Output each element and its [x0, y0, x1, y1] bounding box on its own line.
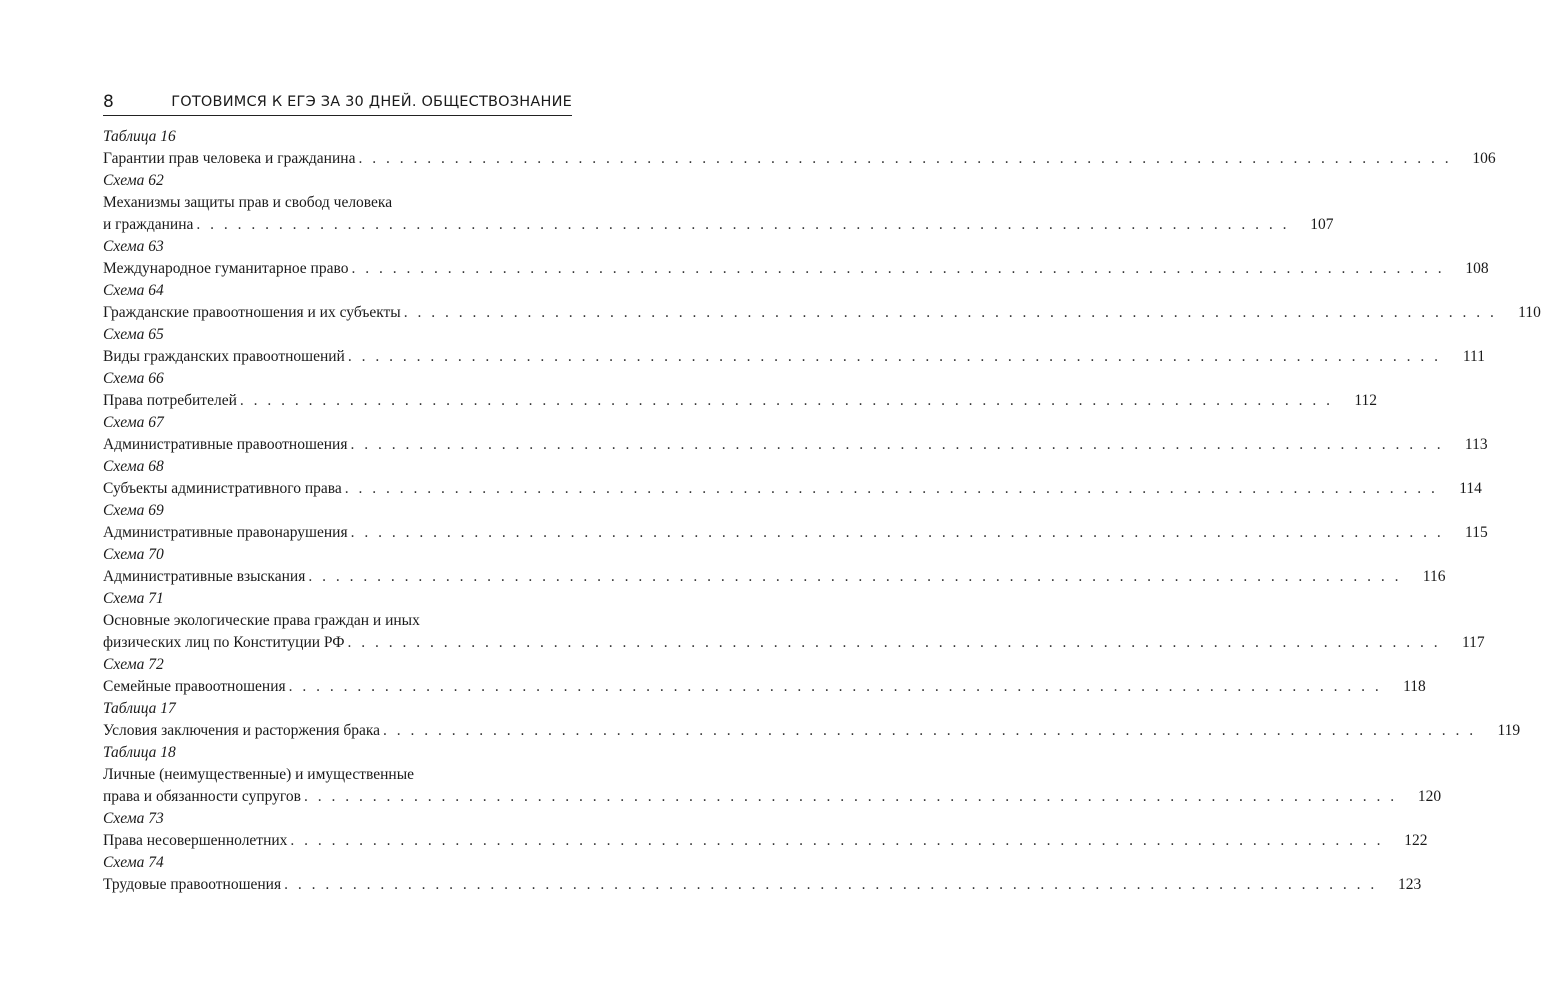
dot-leader: . . . . . . . . . . . . . . . . . . . . . . . . . . . . . . . . . . . . . . . . . . . . . . . . . . . . . . . . . . . . . . . . . . . . . . . . . . . . . . . . — [303, 788, 1398, 805]
toc-entry-page-number: 108 — [1465, 260, 1489, 277]
table-of-contents — [103, 126, 1541, 896]
dot-leader: . . . . . . . . . . . . . . . . . . . . . . . . . . . . . . . . . . . . . . . . . . . . . . . . . . . . . . . . . . . . . . . . . . . . . . . . . . . . . . . . — [284, 876, 1378, 893]
toc-entry-label: Схема 65 — [103, 326, 164, 343]
toc-entry-page-number: 115 — [1465, 524, 1488, 541]
dot-leader: . . . . . . . . . . . . . . . . . . . . . . . . . . . . . . . . . . . . . . . . . . . . . . . . . . . . . . . . . . . . . . . . . . . . . . . . . . . . . . . . — [288, 678, 1382, 695]
toc-entry — [103, 368, 1377, 412]
toc-entry-title-row — [103, 434, 1488, 456]
toc-entry-title-row — [103, 302, 1541, 324]
toc-entry-title: Субъекты административного права — [103, 480, 342, 497]
toc-entry-title-row — [103, 258, 1489, 280]
running-header — [103, 90, 572, 116]
toc-entry — [103, 280, 1541, 324]
toc-entry — [103, 126, 1496, 170]
toc-entry-page-number: 116 — [1422, 568, 1446, 585]
toc-entry — [103, 500, 1488, 544]
dot-leader: . . . . . . . . . . . . . . . . . . . . . . . . . . . . . . . . . . . . . . . . . . . . . . . . . . . . . . . . . . . . . . . . . . . . . . . . . . . . . . . . — [350, 524, 1444, 541]
toc-entry-title-line: Личные (неимущественные) и имущественные — [103, 766, 415, 783]
toc-entry-title-row — [103, 830, 1428, 852]
toc-entry-title-row — [103, 566, 1446, 588]
toc-entry-page-number: 123 — [1397, 876, 1422, 893]
toc-entry-page-number: 114 — [1459, 480, 1482, 497]
toc-entry-title: Международное гуманитарное право — [103, 260, 349, 277]
toc-entry — [103, 412, 1488, 456]
toc-entry-label: Схема 73 — [103, 810, 164, 827]
toc-entry-label: Схема 64 — [103, 282, 164, 299]
toc-entry-title-line: Основные экологические права граждан и иных — [103, 612, 420, 629]
dot-leader: . . . . . . . . . . . . . . . . . . . . . . . . . . . . . . . . . . . . . . . . . . . . . . . . . . . . . . . . . . . . . . . . . . . . . . . . . . . . . . . . — [308, 568, 1402, 585]
toc-entry-page-number: 120 — [1417, 788, 1442, 805]
toc-entry — [103, 324, 1485, 368]
toc-entry-page-number: 117 — [1461, 634, 1485, 651]
toc-entry-page-number: 110 — [1518, 304, 1541, 321]
dot-leader: . . . . . . . . . . . . . . . . . . . . . . . . . . . . . . . . . . . . . . . . . . . . . . . . . . . . . . . . . . . . . . . . . . . . . . . . . . . . . . . . — [350, 436, 1444, 453]
toc-entry-title-row — [103, 148, 1496, 170]
dot-leader: . . . . . . . . . . . . . . . . . . . . . . . . . . . . . . . . . . . . . . . . . . . . . . . . . . . . . . . . . . . . . . . . . . . . . . . . . . . . . . . . — [358, 150, 1452, 167]
toc-entry-page-number: 118 — [1403, 678, 1426, 695]
toc-entry-title-row — [103, 874, 1422, 896]
toc-entry-title: физических лиц по Конституции РФ — [103, 634, 345, 651]
toc-entry — [103, 588, 1485, 654]
toc-entry — [103, 852, 1422, 896]
dot-leader: . . . . . . . . . . . . . . . . . . . . . . . . . . . . . . . . . . . . . . . . . . . . . . . . . . . . . . . . . . . . . . . . . . . . . . . . . . . . . . . . — [196, 216, 1290, 233]
toc-entry-title-row — [103, 346, 1485, 368]
toc-entry — [103, 654, 1426, 698]
toc-entry-title: Гарантии прав человека и гражданина — [103, 150, 356, 167]
toc-entry-title: Административные правонарушения — [103, 524, 348, 541]
toc-entry-label: Схема 67 — [103, 414, 164, 431]
toc-entry-label: Схема 72 — [103, 656, 164, 673]
toc-entry-title: Гражданские правоотношения и их субъекты — [103, 304, 401, 321]
toc-entry — [103, 742, 1442, 808]
toc-entry-label: Таблица 16 — [103, 128, 176, 145]
toc-entry-label: Схема 71 — [103, 590, 164, 607]
toc-entry-label: Схема 69 — [103, 502, 164, 519]
dot-leader: . . . . . . . . . . . . . . . . . . . . . . . . . . . . . . . . . . . . . . . . . . . . . . . . . . . . . . . . . . . . . . . . . . . . . . . . . . . . . . . . — [239, 392, 1333, 409]
toc-entry-title-row — [103, 720, 1521, 742]
toc-entry — [103, 698, 1521, 742]
dot-leader: . . . . . . . . . . . . . . . . . . . . . . . . . . . . . . . . . . . . . . . . . . . . . . . . . . . . . . . . . . . . . . . . . . . . . . . . . . . . . . . . — [347, 634, 1441, 651]
header-rule — [103, 115, 572, 116]
toc-entry-title: Права потребителей — [103, 392, 237, 409]
toc-entry-page-number: 113 — [1464, 436, 1488, 453]
toc-entry-title: Условия заключения и расторжения брака — [103, 722, 381, 739]
toc-entry-title: Административные правоотношения — [103, 436, 348, 453]
toc-entry-title: права и обязанности супругов — [103, 788, 301, 805]
toc-entry-label: Таблица 18 — [103, 744, 176, 761]
toc-entry-title-row — [103, 214, 1334, 236]
toc-entry-title: Виды гражданских правоотношений — [103, 348, 345, 365]
dot-leader: . . . . . . . . . . . . . . . . . . . . . . . . . . . . . . . . . . . . . . . . . . . . . . . . . . . . . . . . . . . . . . . . . . . . . . . . . . . . . . . . — [344, 480, 1438, 497]
toc-entry-page-number: 106 — [1472, 150, 1496, 167]
toc-entry-label: Схема 74 — [103, 854, 164, 871]
dot-leader: . . . . . . . . . . . . . . . . . . . . . . . . . . . . . . . . . . . . . . . . . . . . . . . . . . . . . . . . . . . . . . . . . . . . . . . . . . . . . . . . — [351, 260, 1445, 277]
toc-entry-title-row — [103, 676, 1426, 698]
toc-entry-label: Схема 62 — [103, 172, 164, 189]
toc-entry-label: Схема 63 — [103, 238, 164, 255]
toc-entry — [103, 236, 1489, 280]
toc-entry-title: и гражданина — [103, 216, 194, 233]
page-number: 8 — [103, 92, 114, 112]
toc-entry-title: Трудовые правоотношения — [103, 876, 282, 893]
toc-entry-page-number: 122 — [1404, 832, 1428, 849]
dot-leader: . . . . . . . . . . . . . . . . . . . . . . . . . . . . . . . . . . . . . . . . . . . . . . . . . . . . . . . . . . . . . . . . . . . . . . . . . . . . . . . . — [383, 722, 1477, 739]
toc-entry — [103, 170, 1334, 236]
toc-entry-label: Таблица 17 — [103, 700, 176, 717]
running-title: ГОТОВИМСЯ К ЕГЭ ЗА 30 ДНЕЙ. ОБЩЕСТВОЗНАНИЕ — [171, 94, 572, 110]
dot-leader: . . . . . . . . . . . . . . . . . . . . . . . . . . . . . . . . . . . . . . . . . . . . . . . . . . . . . . . . . . . . . . . . . . . . . . . . . . . . . . . . — [347, 348, 1441, 365]
toc-entry-label: Схема 70 — [103, 546, 164, 563]
toc-entry-title: Административные взыскания — [103, 568, 306, 585]
toc-entry-title: Семейные правоотношения — [103, 678, 286, 695]
toc-entry-page-number: 119 — [1497, 722, 1521, 739]
toc-entry-title-line: Механизмы защиты прав и свобод человека — [103, 194, 393, 211]
toc-entry-title-row — [103, 390, 1377, 412]
toc-entry — [103, 456, 1482, 500]
toc-entry-title-row — [103, 632, 1485, 654]
toc-entry — [103, 544, 1446, 588]
toc-entry-title: Права несовершеннолетних — [103, 832, 288, 849]
toc-entry-page-number: 107 — [1310, 216, 1334, 233]
toc-entry — [103, 808, 1428, 852]
dot-leader: . . . . . . . . . . . . . . . . . . . . . . . . . . . . . . . . . . . . . . . . . . . . . . . . . . . . . . . . . . . . . . . . . . . . . . . . . . . . . . . . — [290, 832, 1384, 849]
toc-entry-page-number: 112 — [1354, 392, 1377, 409]
toc-entry-label: Схема 66 — [103, 370, 164, 387]
dot-leader: . . . . . . . . . . . . . . . . . . . . . . . . . . . . . . . . . . . . . . . . . . . . . . . . . . . . . . . . . . . . . . . . . . . . . . . . . . . . . . . . — [403, 304, 1497, 321]
toc-entry-title-row — [103, 522, 1488, 544]
toc-entry-title-row — [103, 786, 1442, 808]
toc-entry-label: Схема 68 — [103, 458, 164, 475]
toc-entry-page-number: 111 — [1462, 348, 1485, 365]
toc-entry-title-row — [103, 478, 1482, 500]
